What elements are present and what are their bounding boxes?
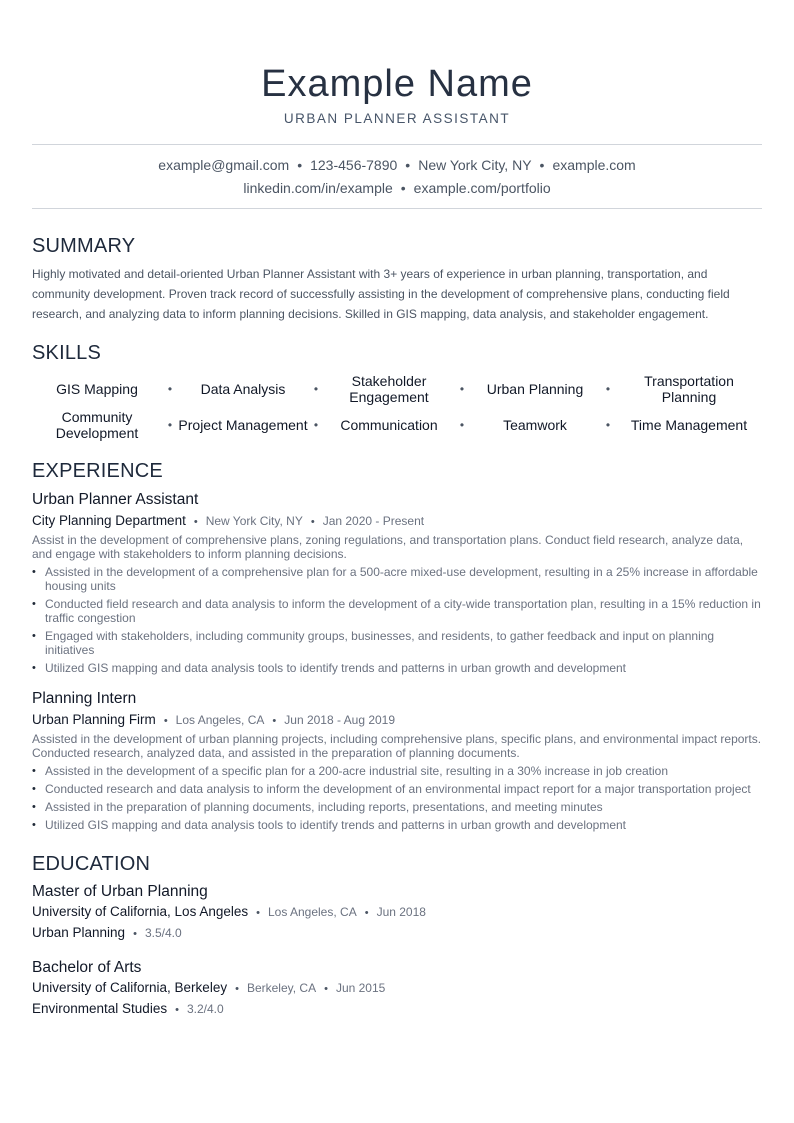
meta-separator: • [310,516,315,528]
contact-email[interactable]: example@gmail.com [158,157,290,173]
meta-separator: • [256,907,260,919]
degree-gpa: 3.5/4.0 [144,926,182,940]
bullet-text: Utilized GIS mapping and data analysis tools to identify trends and patterns in urban growth and development [45,661,627,675]
skill-item: Urban Planning [486,381,584,397]
job-title: Urban Planner Assistant [32,491,199,508]
skill-item: Stakeholder Engagement [349,373,429,405]
contact-separator: • [297,157,303,173]
degree-school: University of California, Los Angeles [32,904,249,919]
bullet-text: Conducted field research and data analysis to inform the development of a city-wide transportation plan, resulting in a 15% reduction in traffic congestion [45,597,761,625]
skill-separator: • [313,382,319,396]
bullet-text: Assisted in the preparation of planning documents, including reports, presentations, and meeting minutes [45,800,603,814]
job-bullets [32,764,762,832]
job-bullet [32,629,762,657]
job-entry [32,490,762,675]
bullet-marker: • [32,630,36,642]
bullet-text: Utilized GIS mapping and data analysis tools to identify trends and patterns in urban growth and development [45,818,627,832]
skill-item: Time Management [630,417,748,433]
degree-name: Master of Urban Planning [32,883,208,900]
meta-separator: • [364,907,369,919]
job-description: Assist in the development of comprehensive plans, zoning regulations, and transportation plans. Conduct field research, analyze data, and engage with stakeholders to inform planning decisions. [32,533,744,561]
bullet-text: Assisted in the development of a comprehensive plan for a 500-acre mixed-use development, resulting in a 25% increase in affordable housing units [45,565,758,593]
job-meta [32,512,762,531]
job-entry [32,689,762,832]
contact-line-1 [32,154,762,177]
bullet-marker: • [32,662,36,674]
skill-separator: • [605,418,611,432]
degree-school-line [32,978,762,999]
skill-item: Teamwork [503,417,567,433]
job-bullet [32,800,762,814]
degree-date: Jun 2015 [335,981,386,995]
bullet-text: Conducted research and data analysis to inform the development of an environmental impact report for a major transportation project [45,782,751,796]
skill-item: Community Development [55,409,139,441]
meta-separator: • [133,928,137,940]
job-location: Los Angeles, CA [175,713,265,727]
contact-portfolio[interactable]: example.com/portfolio [413,180,551,196]
degree-school-line [32,902,762,923]
meta-separator: • [324,983,328,995]
contact-line-2 [32,177,762,200]
degree-date: Jun 2018 [376,905,426,919]
skills-grid [32,373,762,441]
bullet-marker: • [32,801,36,813]
job-bullet [32,782,762,796]
skill-separator: • [459,418,465,432]
bullet-marker: • [32,566,36,578]
skills-heading: SKILLS [32,342,102,364]
contact-block [32,145,762,208]
degree-entry [32,882,762,944]
skill-separator: • [167,382,173,396]
meta-separator: • [175,1004,179,1016]
job-company: City Planning Department [32,513,186,528]
job-dates: Jun 2018 - Aug 2019 [284,713,396,727]
bullet-marker: • [32,765,36,777]
job-location: New York City, NY [205,514,303,528]
degree-name: Bachelor of Arts [32,959,142,976]
degree-entry [32,958,762,1020]
degree-location: Berkeley, CA [246,981,317,995]
contact-website[interactable]: example.com [552,157,636,173]
candidate-name: Example Name [261,63,533,105]
job-dates: Jan 2020 - Present [322,514,425,528]
skill-separator: • [313,418,319,432]
bullet-marker: • [32,598,36,610]
job-bullet [32,818,762,832]
job-company: Urban Planning Firm [32,712,156,727]
degree-field: Urban Planning [32,925,126,940]
meta-separator: • [163,715,168,727]
bullet-text: Assisted in the development of a specific plan for a 200-acre industrial site, resulting in a 30% increase in job creation [45,764,669,778]
skill-separator: • [167,418,173,432]
job-bullet [32,764,762,778]
contact-location: New York City, NY [418,157,532,173]
meta-separator: • [193,516,198,528]
job-title: Planning Intern [32,690,137,707]
skill-item: Communication [340,417,438,433]
contact-separator: • [400,180,406,196]
candidate-role: URBAN PLANNER ASSISTANT [283,111,511,126]
skill-separator: • [459,382,465,396]
job-description: Assisted in the development of urban planning projects, including comprehensive plans, specific plans, and environmental impact reports. Conducted research, analyzed data, and assisted in the preparation of planning documents. [32,732,762,760]
contact-separator: • [539,157,545,173]
bullet-marker: • [32,783,36,795]
education-heading: EDUCATION [32,853,151,875]
meta-separator: • [272,715,277,727]
job-bullet [32,661,762,675]
degree-field-line [32,999,762,1020]
degree-school: University of California, Berkeley [32,980,228,995]
contact-phone[interactable]: 123-456-7890 [310,157,398,173]
skill-item: Data Analysis [200,381,286,397]
skill-item: Project Management [178,417,308,433]
degree-gpa: 3.2/4.0 [186,1002,224,1016]
experience-heading: EXPERIENCE [32,460,163,482]
bullet-marker: • [32,819,36,831]
summary-text: Highly motivated and detail-oriented Urban Planner Assistant with 3+ years of experience in urban planning, transportation, and community development. Proven track record of successfully assisting in the development of comprehensive plans, conducting field research, and analyzing data to inform planning decisions. Skilled in GIS mapping, data analysis, and stakeholder engagement. [32,267,730,321]
degree-field: Environmental Studies [32,1001,168,1016]
skill-separator: • [605,382,611,396]
job-meta [32,711,762,730]
job-bullets [32,565,762,675]
skill-item: Transportation Planning [644,373,734,405]
job-bullet [32,565,762,593]
contact-separator: • [405,157,411,173]
contact-linkedin[interactable]: linkedin.com/in/example [243,180,393,196]
degree-field-line [32,923,762,944]
meta-separator: • [235,983,239,995]
job-bullet [32,597,762,625]
resume-header [32,0,762,128]
degree-location: Los Angeles, CA [267,905,357,919]
header-divider-bottom [32,208,762,209]
bullet-text: Engaged with stakeholders, including community groups, businesses, and residents, to gather feedback and input on planning initiatives [45,629,715,657]
summary-heading: SUMMARY [32,235,136,257]
skill-item: GIS Mapping [56,381,138,397]
